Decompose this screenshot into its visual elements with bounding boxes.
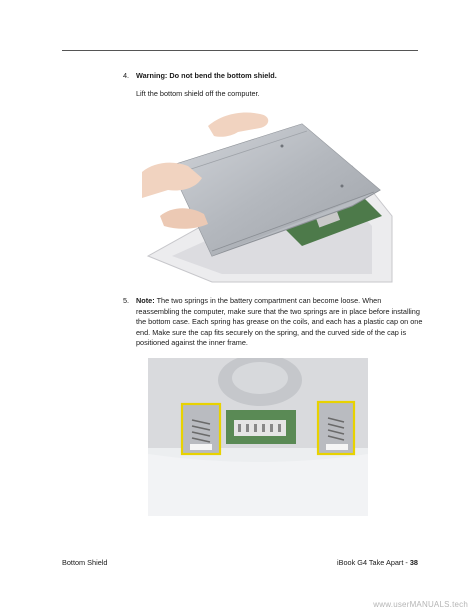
footer-section: Bottom Shield <box>62 558 108 567</box>
step-number: 4. <box>123 71 130 80</box>
step-instruction: Lift the bottom shield off the computer. <box>136 88 260 98</box>
page-number: 38 <box>409 558 418 567</box>
note-text: The two springs in the battery compartment can become loose. When reassembling the computer, make sure that the two springs are in place before installing the bottom case. Each spring has grease on the coils, and each has a plastic cap on one end. Make sure the cap fits securely on the spring, and the curved side of the cap is positioned against the inner frame. <box>136 296 423 348</box>
bottom-shield-photo <box>142 106 394 284</box>
warning-text: Warning: Do not bend the bottom shield. <box>136 71 277 80</box>
footer-doc-title: iBook G4 Take Apart - <box>337 558 410 567</box>
watermark: www.userMANUALS.tech <box>373 600 468 609</box>
footer-title <box>337 558 418 567</box>
note-label: Note: <box>136 296 155 305</box>
battery-springs-photo <box>148 358 368 516</box>
header-rule <box>62 50 418 51</box>
step-number: 5. <box>123 296 130 305</box>
